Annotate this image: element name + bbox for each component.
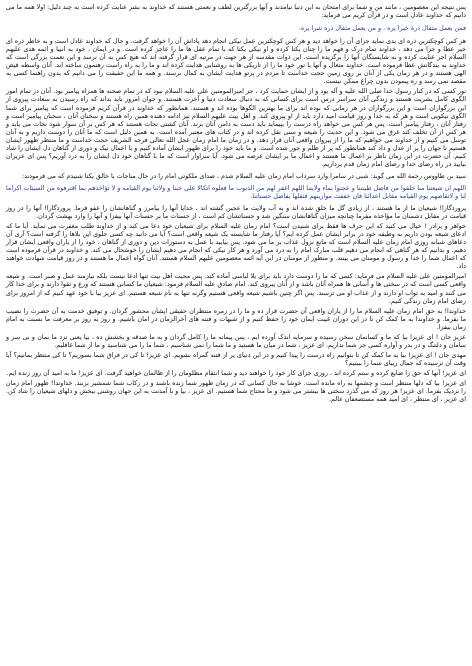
body-paragraph-9: ای عزیز! آنها که حق را ضایع کرده و ستم کرده اند ، روزی جزای کار خود را خواهند دید و شما انتقام مظلومان را از ظالمان خواهید گرفت. ای عزیز! ما به امید آن روز زنده ایم.	[6, 369, 466, 377]
body-paragraph-8: مهدی جان ! ای عزیز! بیا به ما کمک کن تا بتوانیم راه درست را پیدا کنیم و در این دنیای پر از فتنه گمراه نشویم. ای عزیز! تا کی در فراق شما بسوزیم؟ تا کی منتظر بمانیم؟ آیا وقت آن نرسیده که جمال زیبای شما را ببینیم؟	[6, 351, 466, 367]
body-paragraph-4: خواهر و برادر ! خیال می کنید که این حرف ها فقط برای شنیدن است؟ امام زمان علیه السلام برای شیعیان خود دعا می کند و از خداوند طلب مغفرت می نماید. آیا ما که ادعای شیعه بودن داریم به وظیفه خود در برابر ایشان عمل کرده ایم؟ آیا رفتار ما شایسته یک شیعه واقعی است؟ آیا می دانید چه کسی جلوی این بلاها را گرفته است؟ آری آن دعاهای شبانه روزی امام زمان علیه السلام است که مانع نزول عذاب بر ما می شود. پس بیایید با عمل به دستورات دین و دوری از گناهان ، خود را از یاران واقعی ایشان قرار دهیم. و بدانیم که هر گناهی که انجام می دهیم قلب مبارک امام را به درد می آورد و هر کار نیکی که انجام می دهیم ایشان را خوشحال می کند. و خداوند در قرآن فرموده است که اعمال شما را خدا و رسول و مومنان می بینند. و منظور از مومنان در این آیه ائمه معصومین علیهم السلام هستند. آنان گواه اعمال ما هستند و در روز قیامت شهادت خواهند داد.	[6, 223, 466, 271]
body-paragraph-6: خداوندا! به حق امام زمان علیه السلام ما را از یاران واقعی آن حضرت قرار ده و ما را در زمره منتظران حقیقی ایشان محشور گردان. و توفیق خدمت به آن حضرت را نصیب ما بفرما. و خداوندا به ما کمک کن تا در این دوران غیبت ایمان خود را حفظ کنیم و از شبهات و فتنه های آخرالزمان در امان باشیم. و روز به روز بر معرفت ما نسبت به امام زمان بیفزا.	[6, 307, 466, 331]
body-paragraph-1: هر کس کوچکترین ذره ای بدی نماید جزای آن را خواهد دید و هر کس کوچکترین عمل نیکی انجام دهد پاداش آن را خواهد گرفت. و حال که خداوند عادل است و به خاطر ذره ای خیر عطا و جزا می دهد ، خداوند تمام درک و فهم ما را چنان یکتا کرده و او نیکی یکتا که با تمام عقل ها ما را عاجز کرده است. و در ایمان ، خود به انبیا و ائمه هدی علیهم السلام اجر عنایت کرده و به شایستگان آنها را برگزیده است. این ذوات مقدسه از هر جهت در مرتبه ای قرار گرفته اند که هیچ کس به آن نرسد و این نعمت بزرگی است که خداوند به بندگانش عطا فرموده است. خداوند متعال و آنها با نور خود ما را از تاریکی ها به روشنایی هدایت کرده اند و ما را به راه راست رهنمون ساخته اند. آنان واسطه فیض الهی هستند و در هر زمان یکی از آنان بر روی زمین حجت خداست تا مردم در پرتو هدایت ایشان به کمال برسند. و همه ما این حقیقت را می دانیم که بدون راهنما کسی به مقصد نمی رسد و ره پیمودن بدون چراغ ممکن نیست.	[6, 38, 466, 86]
body-paragraph-2: نور کسی که در کنار رسول خدا صلی الله علیه و آله بود و از ایشان حمایت کرد ، جز امیرالمومنین علی علیه السلام نبود که در تمام صحنه ها همراه پیامبر بود. آنان در تمام امور الگوی کامل بشریت هستند و زندگی آنان سراسر درس است برای کسانی که به دنبال سعادت دنیا و آخرت هستند. و جوان امروز باید بداند که راه رسیدن به سعادت پیروی از این بزرگواران است و این بزرگواران در هر زمانی که بوده اند برای ما بهترین الگوها بوده اند و هستند. همانطور که خداوند در قرآن کریم فرموده است که پیامبر برای شما الگوی نیکویی است و هر که به خدا و روز قیامت امید دارد باید از او پیروی کند. و اهل بیت علیهم السلام نیز ادامه دهنده همین راه هستند و سخنان آنان ، سخنان پیامبر است و رفتار آنان ، رفتار پیامبر است. پس هر کس می خواهد راه درست را بپیماید باید دست به دامن آنان بزند. آنان کشتی نجات هستند که هر کس بر آن سوار شود نجات می یابد و هر کس از آن تخلف کند غرق می شود. و این حدیث را شیعه و سنی نقل کرده اند و در کتاب های معتبر آمده است. به همین دلیل است که ما آنان را دوست داریم و به آنان توسل می کنیم و از خداوند می خواهیم که ما را از پیروان واقعی آنان قرار دهد. و در زمان ما امام زمان عجل الله تعالی فرجه الشریف حجت خداست و ما منتظر ظهور ایشان هستیم تا جهان را پر از عدل و داد کند همانطور که پر از ظلم و جور شده است. و ما باید خود را برای ظهور ایشان آماده کنیم و با اعمال نیک و دوری از گناهان دل ایشان را شاد کنیم. آن حضرت در این زمان ناظر بر اعمال ما هستند و اعمال ما بر ایشان عرضه می شود. آیا سزاوار است که ما با گناهان خود دل ایشان را به درد آوریم؟ پس ای عزیزان بیایید در راه رضای خدا و رضای امام زمان قدم برداریم.	[6, 88, 466, 168]
arabic-prayer: اللهم ان شیعتنا منا خلقوا من فاضل طینتنا و عجنوا بماء ولایتنا اللهم اغفر لهم من الذنوب ما فعلوه اتکالا علی حبنا و ولائنا یوم القیامه و لا تؤاخذهم بما اقترفوه من السیئات اکراما لنا و لاتقاصهم یوم القیامه مقابل اعدائنا فان خففت موازینهم فثقلها بفاضل حسناتنا.	[6, 184, 466, 200]
body-paragraph-10: ای عزیز! بیا که دلها منتظر است و چشمها به راه مانده است. خوشا به حال کسانی که در زمان ظهور شما زنده باشند و در رکاب شما شمشیر بزنند. خداوندا! ظهور امام زمان را نزدیک بفرما. ای عزیز! هر روز که می گذرد سختی ها بیشتر می شود و ما محتاج شما هستیم. ای عزیز ، بیا و با آمدنت به این جهان روشنی ببخش و دلهای شیعیان را شاد کن. ای عزیز ، ای منتظر ، ای امید همه مستضعفان عالم.	[6, 379, 466, 404]
body-paragraph-3: سید بن طاووس رحمة الله می گوید: شبی در سامرا وارد سرداب امام زمان علیه السلام شدم ، صدای ملکوتی امام را در حال مناجات با خالق یکتا شنیدم که می فرمودند:	[21, 172, 466, 180]
body-paragraph-7: عزیز جان ! ای عزیزا بیا که ما و کسانمان سخن رسیده و سرمایه اندک آورده ایم ، پس پیمانه ما را کامل گردان و به ما صدقه و بخشش ده ، بیا یعنی نزد ما بمان و بی سر و سامان و دلتنگ و در بدر و آواره کسی جز شما نداریم. ای عزیز ، شما در میان ما هستید و ما شما را نمی شناسیم ، شما ما را می شناسید و ما از شما غافلیم.	[6, 333, 466, 349]
intro-paragraph: پس نتیجه این معصومین ، مانند من و شما برای امتحان به این دنیا نیامدند و آنها بزرگترین لطف و نعمتی هستند که خداوند به بشر عنایت کرده است به چند دلیل: اولا همه ما می دانیم که خداوند عادل است و در قرآن کریم می فرماید:	[6, 4, 466, 20]
quran-verse: فمن یعمل مثقال ذرة خیرا یره ، و من یعمل مثقال ذره شرا یره.	[298, 25, 466, 33]
prayer-translation: پروردگارا! شیعیان ما از ما هستند ، از زیادی گل ما خلق شده اند و به آب ولایت ما عجین گشته اند ، خدایا آنها را بیامرز و گناهانشان را عفو فرما. پروردگارا! آنها را در روز قیامت در مقابل دشمنان ما مؤاخذه مفرما چنانچه میزان گناهانشان سنگین شد و حسناتشان کم است ، از حسنات ما بر حسنات آنها بیفزا و آنها را وارد بهشت گردان.	[6, 205, 466, 221]
body-paragraph-5: امیرالمومنین علی علیه السلام می فرماید: کسی که ما را دوست دارد باید برای بلا لباسی آماده کند. پس محبت اهل بیت تنها ادعا نیست بلکه نیازمند عمل و صبر است. و شیعه واقعی کسی است که در سختی ها و آسانی ها همراه آنان باشد و از آنان پیروی کند. امام صادق علیه السلام فرمود: شیعیان ما کسانی هستند که ورع و تقوا دارند و برای خدا کار می کنند و امید به ثواب او دارند و از عذاب او می ترسند. پس اگر چنین باشیم شیعه واقعی هستیم وگرنه تنها به نام شیعه هستیم. ای عزیز بیا با خود عهد کنیم که از امروز برای رضای امام زمان زندگی کنیم.	[6, 273, 466, 305]
